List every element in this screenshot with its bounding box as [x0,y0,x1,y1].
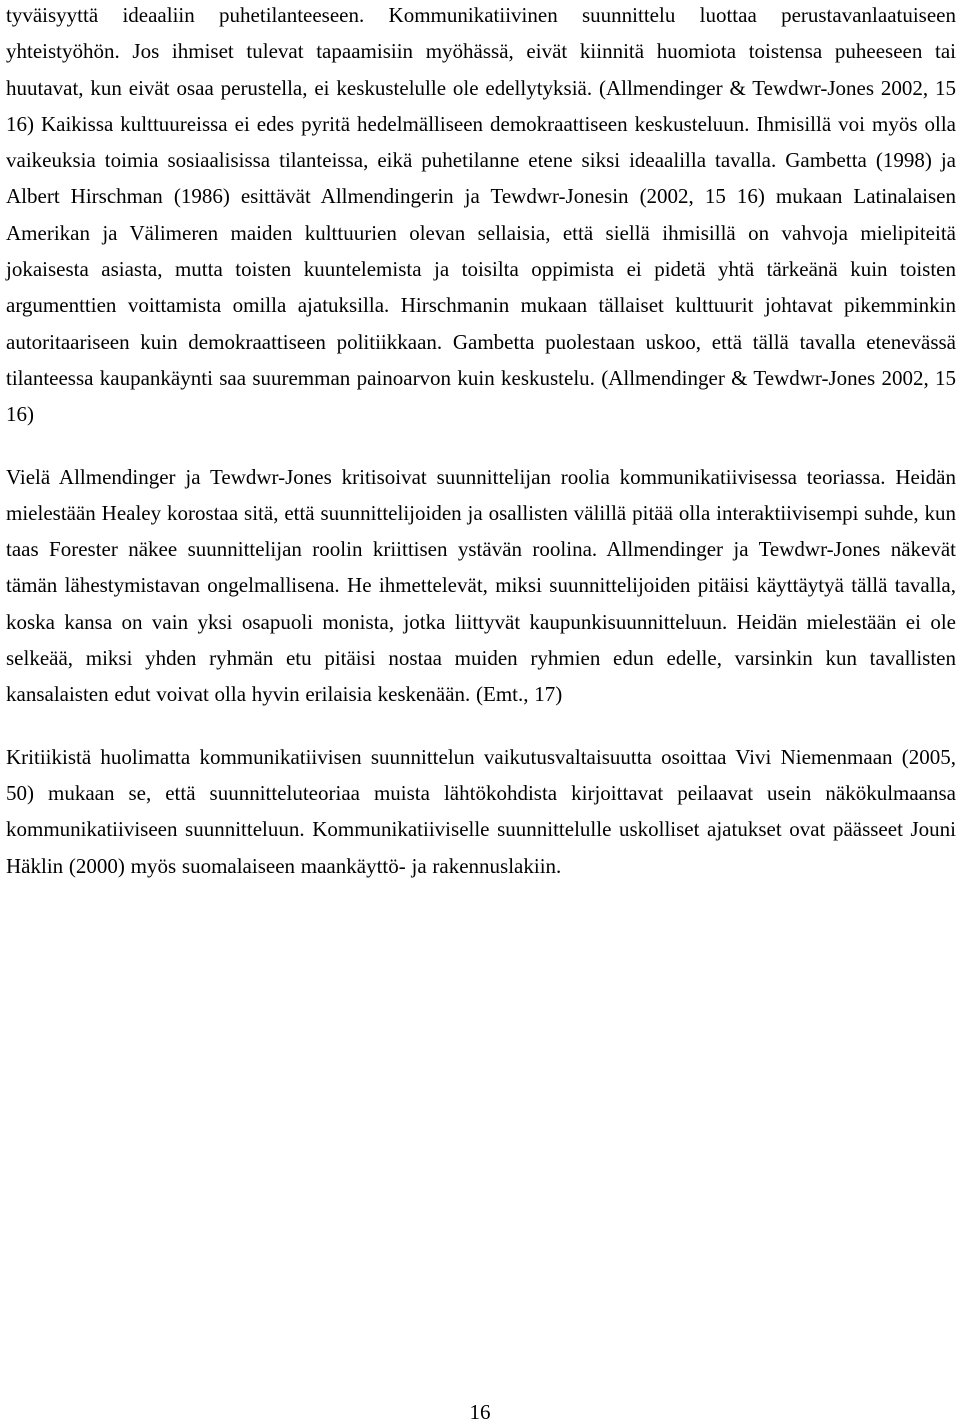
paragraph-planner-role-critique: Vielä Allmendinger ja Tewdwr-Jones kritisoivat suunnittelijan roolia kommunikatiivisessa teoriassa. Heidän mielestään Healey korostaa sitä, että suunnittelijoiden ja osallisten välillä pitää olla interaktiivisempi suhde, kun taas Forester näkee suunnittelijan roolin kriittisen ystävän roolina. Allmendinger ja Tewdwr-Jones näkevät tämän lähestymistavan ongelmallisena. He ihmettelevät, miksi suunnittelijoiden pitäisi käyttäytyä tällä tavalla, koska kansa on vain yksi osapuoli monista, jotka liittyvät kaupunkisuunnitteluun. Heidän mielestään ei ole selkeää, miksi yhden ryhmän etu pitäisi nostaa muiden ryhmien edun edelle, varsinkin kun tavallisten kansalaisten edut voivat olla hyvin erilaisia keskenään. (Emt., 17) [6,464,956,707]
document-body [6,0,956,884]
paragraph-influence-of-communicative-planning: Kritiikistä huolimatta kommunikatiivisen suunnittelun vaikutusvaltaisuutta osoittaa Vivi Niemenmaan (2005, 50) mukaan se, että suunnitteluteoriaa muista lähtökohdista kirjoittavat peilaavat usein näkökulmaansa kommunikatiiviseen suunnitteluun. Kommunikatiiviselle suunnittelulle uskolliset ajatukset ovat päässeet Jouni Häklin (2000) myös suomalaiseen maankäyttö- ja rakennuslakiin. [6,744,956,878]
page-number: 16 [469,1400,491,1424]
paragraph-communicative-planning-cultures: tyväisyyttä ideaaliin puhetilanteeseen. Kommunikatiivinen suunnittelu luottaa perustavanlaatuiseen yhteistyöhön. Jos ihmiset tulevat tapaamisiin myöhässä, eivät kiinnitä huomiota toistensa puheeseen tai huutavat, kun eivät osaa perustella, ei keskustelulle ole edellytyksiä. (Allmendinger & Tewdwr-Jones 2002, 15 16) Kaikissa kulttuureissa ei edes pyritä hedelmälliseen demokraattiseen keskusteluun. Ihmisillä voi myös olla vaikeuksia toimia sosiaalisissa tilanteissa, eikä puhetilanne etene siksi ideaalilla tavalla. Gambetta (1998) ja Albert Hirschman (1986) esittävät Allmendingerin ja Tewdwr-Jonesin (2002, 15 16) mukaan Latinalaisen Amerikan ja Välimeren maiden kulttuurien olevan sellaisia, että siellä ihmisillä on vahvoja mielipiteitä jokaisesta asiasta, mutta toisten kuuntelemista ja toisilta oppimista ei pidetä yhtä tärkeänä kuin toisten argumenttien voittamista omilla ajatuksilla. Hirschmanin mukaan tällaiset kulttuurit johtavat pikemminkin autoritaariseen kuin demokraattiseen politiikkaan. Gambetta puolestaan uskoo, että tällä tavalla etenevässä tilanteessa kaupankäynti saa suuremman painoarvon kuin keskustelu. (Allmendinger & Tewdwr-Jones 2002, 15 16) [6,3,956,427]
